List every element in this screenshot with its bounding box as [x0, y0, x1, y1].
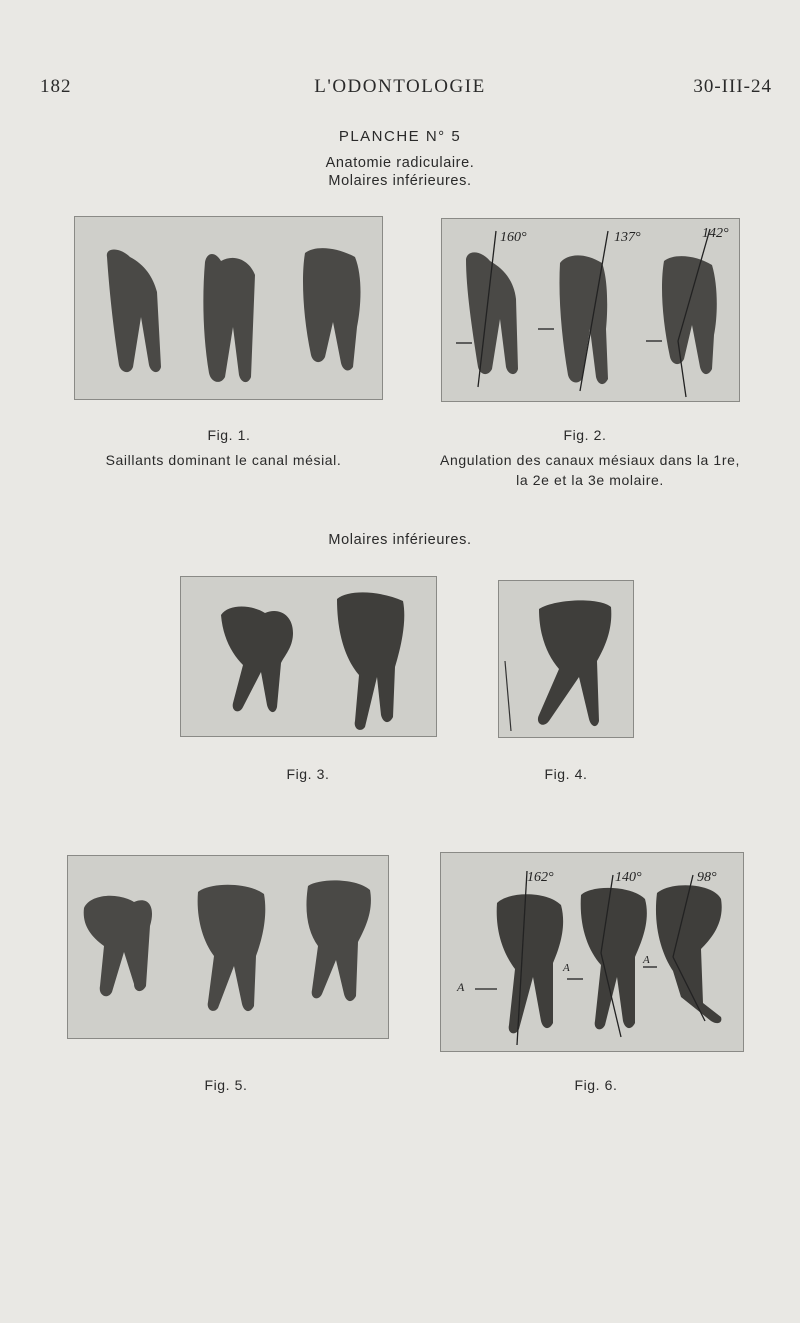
fig4-photo	[498, 580, 634, 738]
fig6-angle-2: 140°	[615, 870, 642, 885]
fig1-photo	[74, 216, 383, 400]
fig3-label: Fig. 3.	[286, 766, 330, 782]
fig5-label: Fig. 5.	[204, 1077, 248, 1093]
journal-title: L'ODONTOLOGIE	[314, 76, 486, 97]
section-title-molars: Molaires inférieures.	[328, 532, 472, 548]
plate-title: PLANCHE N° 5	[338, 128, 462, 145]
fig6-marker-a-1: A	[457, 980, 465, 994]
fig6-angle-3: 98°	[697, 870, 717, 885]
fig5-teeth-illustration	[68, 856, 388, 1038]
fig6-teeth-illustration	[441, 853, 743, 1051]
fig5-photo	[67, 855, 389, 1039]
plate-subtitle-molars: Molaires inférieures.	[328, 173, 472, 189]
fig2-photo	[441, 218, 740, 402]
fig2-caption-line2: la 2e et la 3e molaire.	[516, 472, 664, 488]
fig6-marker-a-2: A	[563, 962, 570, 974]
fig2-angle-3: 142°	[702, 226, 729, 241]
fig1-teeth-illustration	[75, 217, 382, 399]
page-number: 182	[40, 76, 72, 97]
fig3-photo	[180, 576, 437, 737]
fig4-label: Fig. 4.	[544, 766, 588, 782]
fig2-angle-2: 137°	[614, 230, 641, 245]
plate-subtitle-anatomy: Anatomie radiculaire.	[325, 155, 475, 171]
fig4-tooth-illustration	[499, 581, 633, 737]
fig2-angle-1: 160°	[500, 230, 527, 245]
fig1-label: Fig. 1.	[207, 427, 251, 443]
fig3-teeth-illustration	[181, 577, 436, 736]
issue-date: 30-III-24	[693, 76, 772, 97]
fig6-photo	[440, 852, 744, 1052]
fig6-angle-1: 162°	[527, 870, 554, 885]
fig2-caption-line1: Angulation des canaux mésiaux dans la 1re,	[440, 452, 740, 468]
fig2-teeth-illustration	[442, 219, 739, 401]
fig6-marker-a-3: A	[643, 954, 650, 966]
fig6-label: Fig. 6.	[574, 1077, 618, 1093]
fig2-label: Fig. 2.	[563, 427, 607, 443]
fig1-caption: Saillants dominant le canal mésial.	[105, 452, 342, 468]
